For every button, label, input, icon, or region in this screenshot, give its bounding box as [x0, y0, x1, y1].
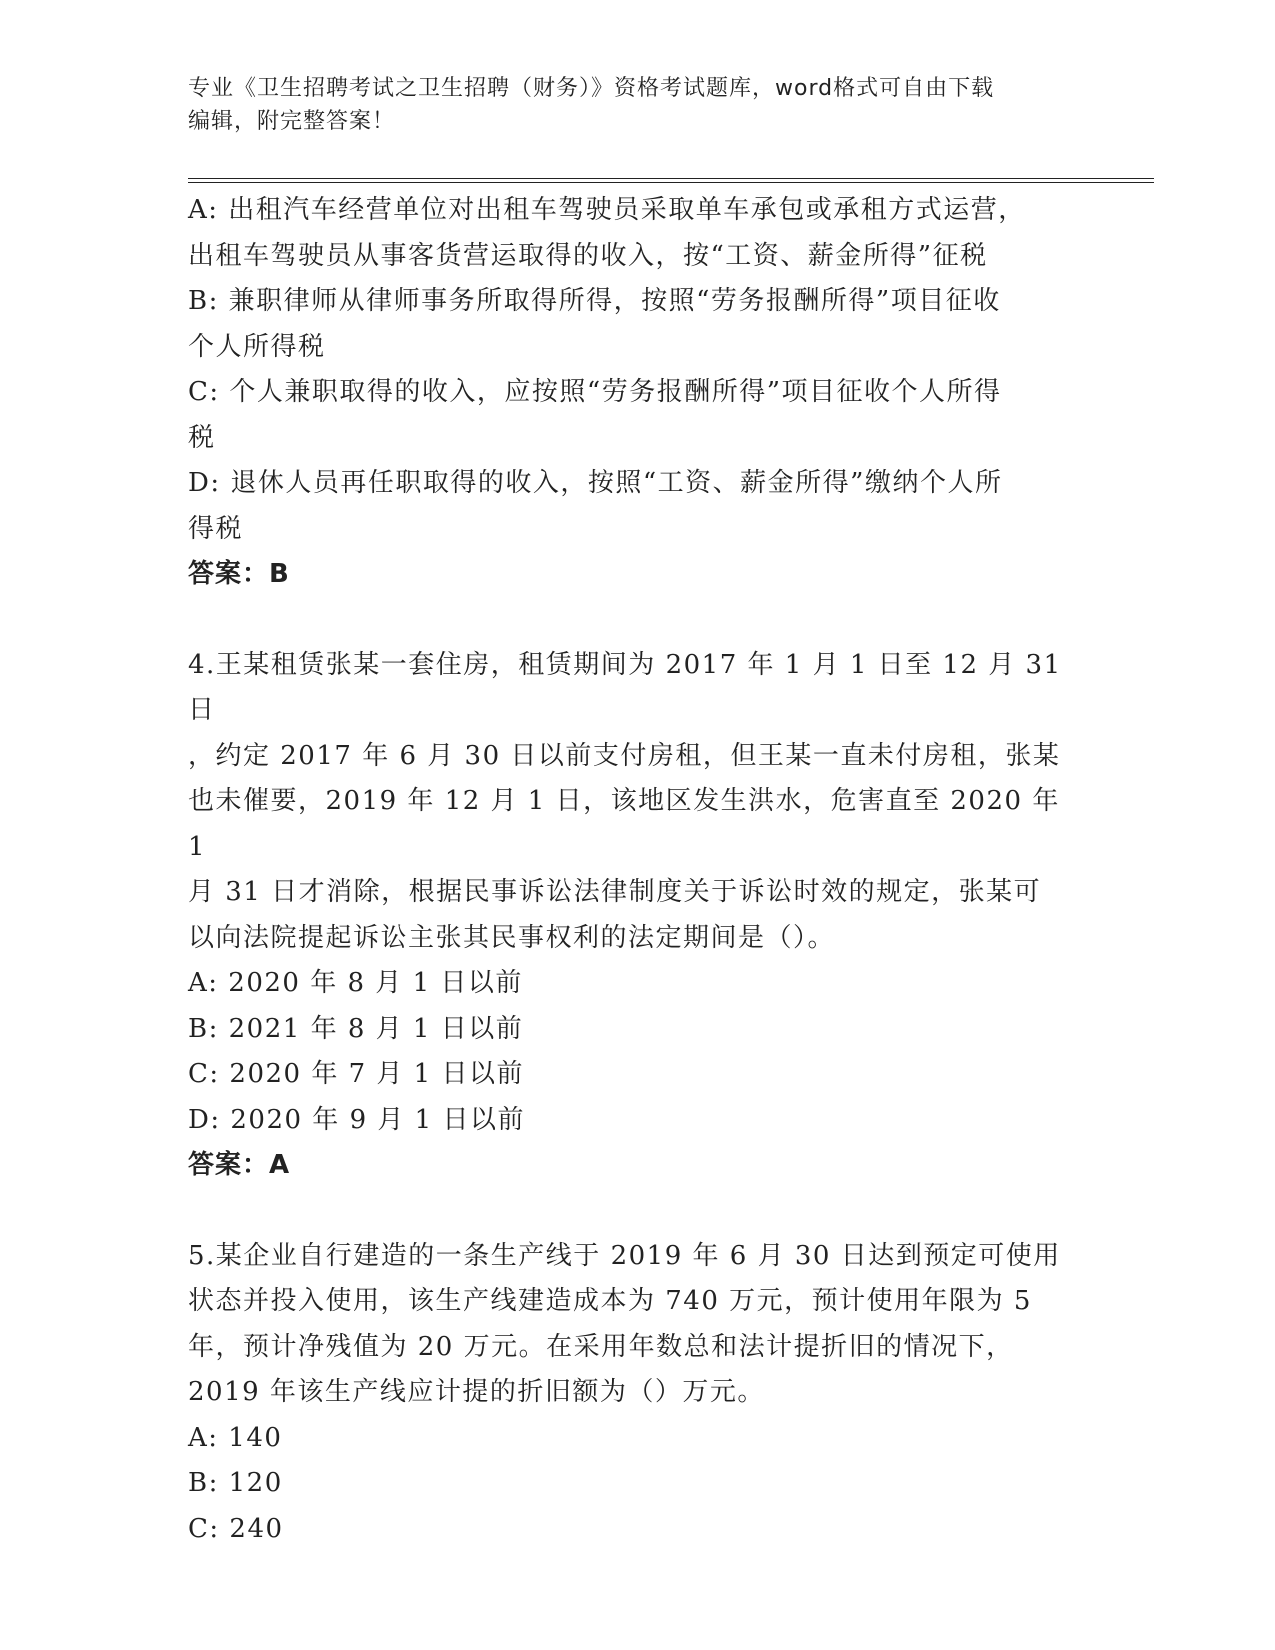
- q3-option-d-line-2: 得税: [188, 513, 244, 544]
- q4-stem-line-4: 月 31 日才消除，根据民事诉讼法律制度关于诉讼时效的规定，张某可: [188, 877, 1042, 907]
- q4-option-d: D: 2020 年 9 月 1 日以前: [188, 1104, 525, 1135]
- q5-stem-line-1: 5.某企业自行建造的一条生产线于 2019 年 6 月 30 日达到预定可使用: [188, 1240, 1061, 1271]
- spacer: [188, 598, 1078, 643]
- q3-option-c-line-2: 税: [188, 422, 216, 453]
- q4-answer: 答案：A: [188, 1150, 291, 1180]
- q3-option-b-line-2: 个人所得税: [188, 331, 326, 362]
- header-divider: [188, 178, 1154, 183]
- header-line-2: 编辑，附完整答案！: [188, 109, 396, 134]
- question-4: [188, 643, 1078, 1189]
- q5-option-a: A: 140: [188, 1422, 283, 1453]
- header-line-1: 专业《卫生招聘考试之卫生招聘（财务）》资格考试题库，word格式可自由下载: [188, 76, 995, 101]
- q3-option-d-line-1: D: 退休人员再任职取得的收入，按照“工资、薪金所得”缴纳个人所: [188, 468, 1003, 498]
- q5-stem-line-2: 状态并投入使用，该生产线建造成本为 740 万元，预计使用年限为 5: [188, 1286, 1032, 1316]
- spacer: [188, 1189, 1078, 1234]
- q3-option-c-line-1: C: 个人兼职取得的收入，应按照“劳务报酬所得”项目征收个人所得: [188, 377, 1002, 407]
- q4-stem-line-3: 也未催要，2019 年 12 月 1 日，该地区发生洪水，危害直至 2020 年 1: [188, 786, 1060, 862]
- q4-stem-line-1: 4.王某租赁张某一套住房，租赁期间为 2017 年 1 月 1 日至 12 月 31 日: [188, 649, 1062, 725]
- q4-option-a: A: 2020 年 8 月 1 日以前: [188, 968, 523, 998]
- question-3: [188, 188, 1078, 598]
- q3-answer: 答案：B: [188, 559, 290, 589]
- document-header: [188, 72, 1088, 138]
- q4-option-b: B: 2021 年 8 月 1 日以前: [188, 1013, 524, 1044]
- q3-option-b-line-1: B: 兼职律师从律师事务所取得所得，按照“劳务报酬所得”项目征收: [188, 286, 1001, 316]
- q4-stem-line-5: 以向法院提起诉讼主张其民事权利的法定期间是（）。: [188, 922, 836, 953]
- document-body: [188, 188, 1078, 1552]
- q5-option-c: C: 240: [188, 1513, 284, 1544]
- q5-stem-line-3: 年，预计净残值为 20 万元。在采用年数总和法计提折旧的情况下，: [188, 1331, 1014, 1362]
- q4-option-c: C: 2020 年 7 月 1 日以前: [188, 1059, 524, 1089]
- q5-stem-line-4: 2019 年该生产线应计提的折旧额为（）万元。: [188, 1377, 765, 1407]
- question-5: [188, 1234, 1078, 1553]
- q3-option-a-line-2: 出租车驾驶员从事客货营运取得的收入，按“工资、薪金所得”征税: [188, 240, 988, 271]
- q3-option-a-line-1: A: 出租汽车经营单位对出租车驾驶员采取单车承包或承租方式运营，: [188, 195, 1026, 225]
- q5-option-b: B: 120: [188, 1468, 283, 1498]
- q4-stem-line-2: ，约定 2017 年 6 月 30 日以前支付房租，但王某一直未付房租，张某: [188, 740, 1061, 771]
